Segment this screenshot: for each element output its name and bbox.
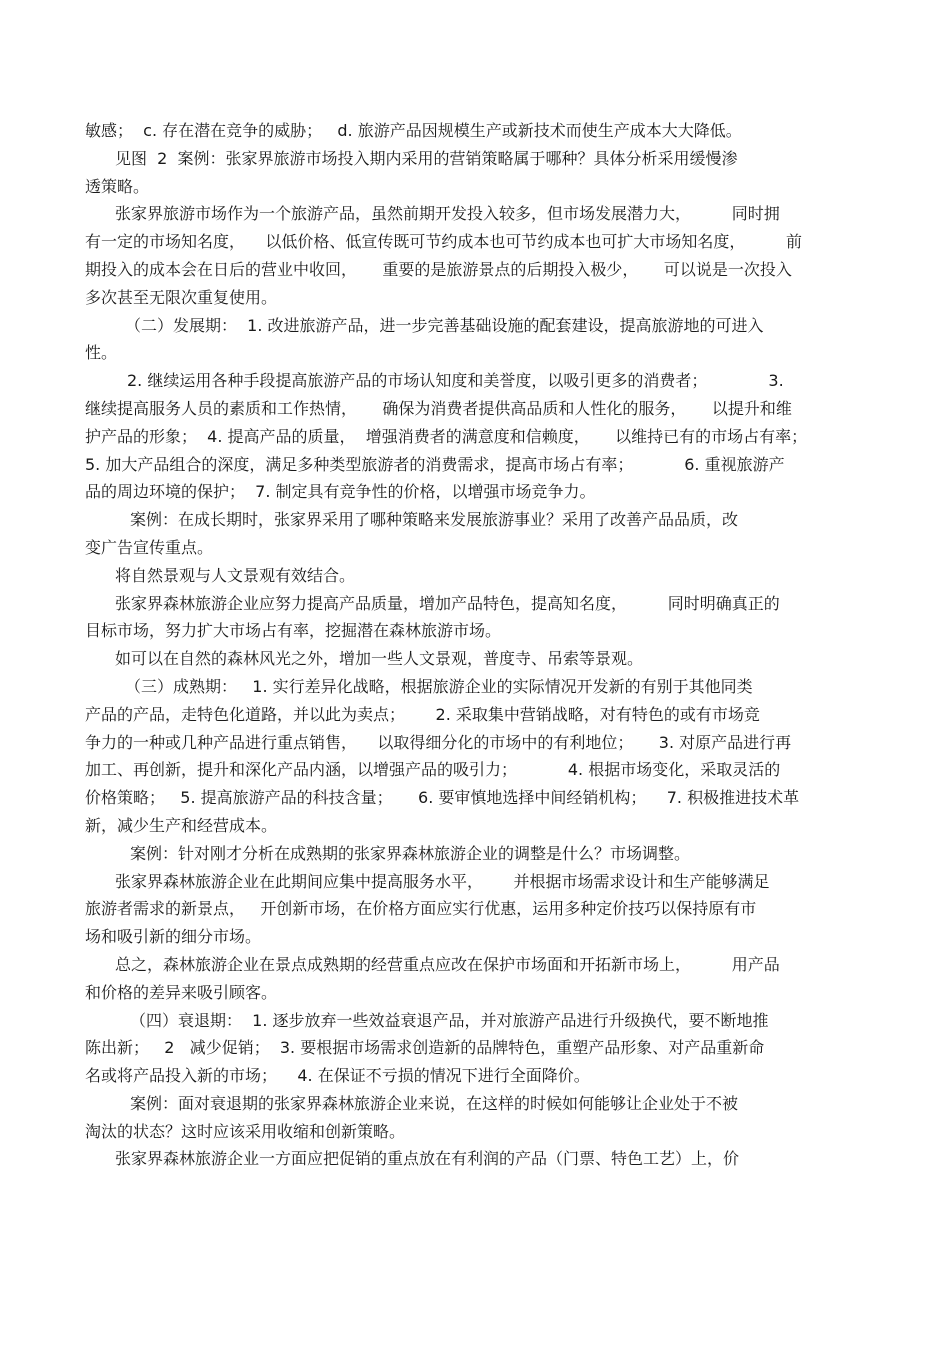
text-line: 场和吸引新的细分市场。 (85, 927, 262, 947)
text-line: （三）成熟期： 1. 实行差异化战略，根据旅游企业的实际情况开发新的有别于其他同类 (125, 676, 753, 696)
text-line: 新，减少生产和经营成本。 (85, 815, 278, 835)
text-line: 争力的一种或几种产品进行重点销售， 以取得细分化的市场中的有利地位； 3. 对原产品进行再 (85, 732, 792, 752)
text-line: 张家界旅游市场作为一个旅游产品，虽然前期开发投入较多，但市场发展潜力大， 同时拥 (115, 204, 780, 224)
text-line: 继续提高服务人员的素质和工作热情， 确保为消费者提供高品质和人性化的服务， 以提升和维 (85, 398, 792, 418)
text-line: 目标市场，努力扩大市场占有率，挖掘潜在森林旅游市场。 (85, 621, 502, 641)
text-line: （二）发展期： 1. 改进旅游产品，进一步完善基础设施的配套建设，提高旅游地的可进入 (125, 315, 764, 335)
text-line: 总之，森林旅游企业在景点成熟期的经营重点应改在保护市场面和开拓新市场上， 用产品 (115, 954, 780, 974)
text-line: 和价格的差异来吸引顾客。 (85, 982, 278, 1002)
text-line: 张家界森林旅游企业应努力提高产品质量，增加产品特色，提高知名度， 同时明确真正的 (115, 593, 780, 613)
text-line: 5. 加大产品组合的深度，满足多种类型旅游者的消费需求，提高市场占有率； 6. 重视旅游产 (85, 454, 785, 474)
text-line: 期投入的成本会在日后的营业中收回， 重要的是旅游景点的后期投入极少， 可以说是一次投入 (85, 259, 792, 279)
text-line: 淘汰的状态？这时应该采用收缩和创新策略。 (85, 1121, 406, 1141)
text-line: 陈出新； 2 减少促销； 3. 要根据市场需求创造新的品牌特色，重塑产品形象、对产品重新命 (85, 1038, 765, 1058)
document-body (85, 117, 865, 1173)
text-line: 敏感； c. 存在潜在竞争的威胁； d. 旅游产品因规模生产或新技术而使生产成本大大降低。 (85, 121, 742, 140)
text-line: 张家界森林旅游企业一方面应把促销的重点放在有利润的产品（门票、特色工艺）上，价 (115, 1149, 740, 1169)
text-line: 2. 继续运用各种手段提高旅游产品的市场认知度和美誉度，以吸引更多的消费者； 3. (127, 371, 784, 391)
text-line: 价格策略； 5. 提高旅游产品的科技含量； 6. 要审慎地选择中间经销机构； 7. 积极推进技术革 (85, 788, 800, 808)
text-line: 如可以在自然的森林风光之外，增加一些人文景观，普度寺、吊索等景观。 (115, 649, 644, 669)
text-line: 有一定的市场知名度， 以低价格、低宣传既可节约成本也可节约成本也可扩大市场知名度， 前 (85, 232, 803, 252)
text-line: 旅游者需求的新景点， 开创新市场，在价格方面应实行优惠，运用多种定价技巧以保持原有市 (85, 899, 757, 919)
text-line: 张家界森林旅游企业在此期间应集中提高服务水平， 并根据市场需求设计和生产能够满足 (115, 871, 770, 891)
text-line: 变广告宣传重点。 (85, 537, 214, 557)
text-line: 案例：针对刚才分析在成熟期的张家界森林旅游企业的调整是什么？市场调整。 (130, 843, 691, 863)
text-line: 见图 2 案例：张家界旅游市场投入期内采用的营销策略属于哪种？具体分析采用缓慢渗 (115, 148, 738, 168)
text-line: 多次甚至无限次重复使用。 (85, 287, 278, 307)
text-line: 护产品的形象； 4. 提高产品的质量， 增强消费者的满意度和信赖度， 以维持已有的市场占有率； (85, 426, 808, 446)
text-line: 案例：在成长期时，张家界采用了哪种策略来发展旅游事业？采用了改善产品品质，改 (130, 510, 739, 530)
text-line: （四）衰退期： 1. 逐步放弃一些效益衰退产品，并对旅游产品进行升级换代，要不断地推 (130, 1010, 769, 1030)
text-line: 加工、再创新，提升和深化产品内涵，以增强产品的吸引力； 4. 根据市场变化，采取灵活的 (85, 760, 781, 780)
text-line: 性。 (85, 343, 118, 363)
text-line: 案例：面对衰退期的张家界森林旅游企业来说，在这样的时候如何能够让企业处于不被 (130, 1093, 739, 1113)
text-line: 名或将产品投入新的市场； 4. 在保证不亏损的情况下进行全面降价。 (85, 1066, 590, 1086)
text-line: 透策略。 (85, 176, 150, 196)
text-line: 品的周边环境的保护； 7. 制定具有竞争性的价格，以增强市场竞争力。 (85, 482, 596, 502)
text-line: 将自然景观与人文景观有效结合。 (115, 565, 356, 585)
text-line: 产品的产品，走特色化道路，并以此为卖点； 2. 采取集中营销战略，对有特色的或有市场竞 (85, 704, 760, 724)
